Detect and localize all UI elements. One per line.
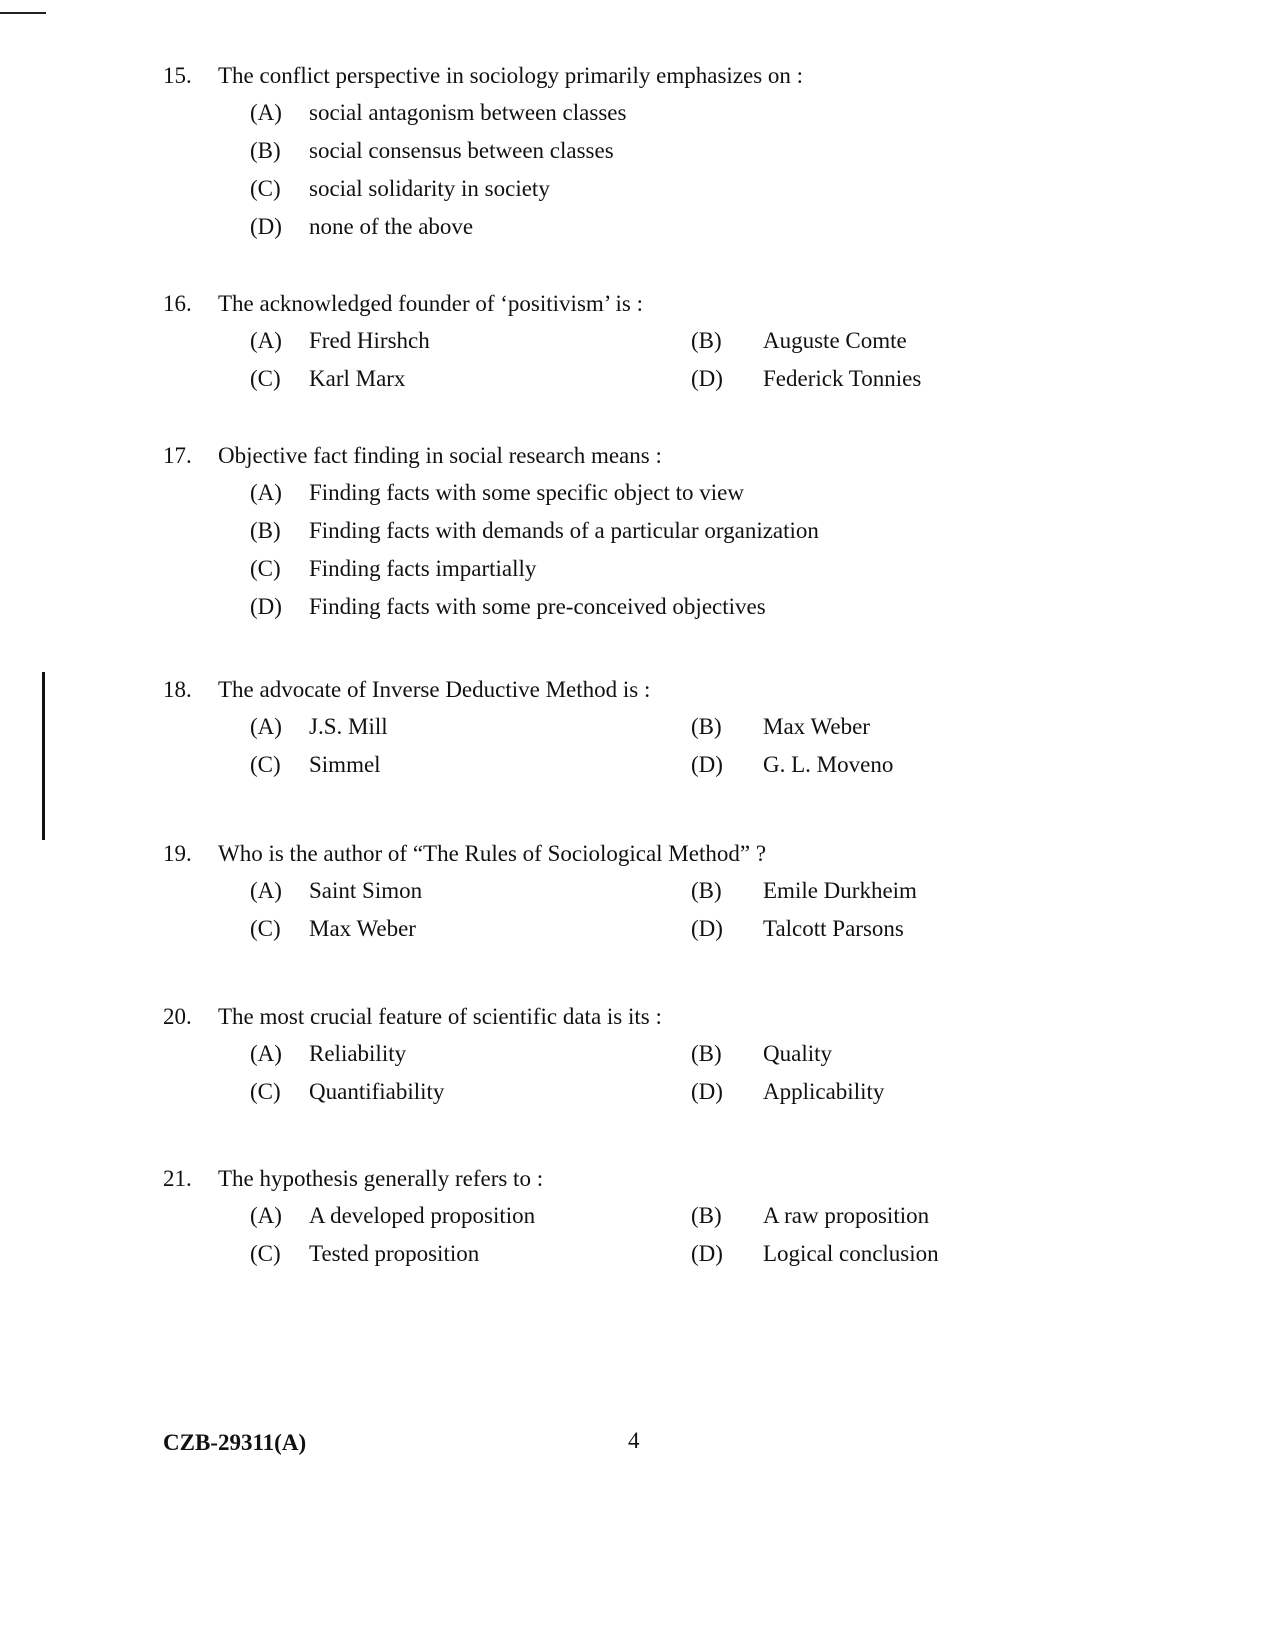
option-row [0, 588, 1275, 626]
paper-code: CZB-29311(A) [163, 1430, 307, 1455]
question-text: The most crucial feature of scientific data is its : [218, 1004, 662, 1029]
question-stem [0, 999, 1275, 1035]
option-key: (A) [250, 480, 282, 505]
option-key: (A) [250, 714, 282, 739]
option-text: Saint Simon [309, 878, 423, 903]
option-key: (A) [250, 1203, 282, 1228]
option-row [0, 1235, 1275, 1273]
option-key: (D) [691, 916, 723, 941]
question-number: 18. [163, 677, 192, 702]
question-number: 15. [163, 63, 192, 88]
option-key: (C) [250, 1079, 281, 1104]
option-key: (B) [250, 518, 281, 543]
option-text: Tested proposition [309, 1241, 480, 1266]
option-text: Max Weber [763, 714, 870, 739]
option-text: Finding facts with demands of a particular organization [309, 518, 819, 543]
question-20 [0, 999, 1275, 1111]
option-key: (A) [250, 328, 282, 353]
question-stem [0, 1161, 1275, 1197]
question-number: 16. [163, 291, 192, 316]
option-row [0, 170, 1275, 208]
question-number: 19. [163, 841, 192, 866]
option-text: Emile Durkheim [763, 878, 917, 903]
option-key: (A) [250, 100, 282, 125]
option-text: Talcott Parsons [763, 916, 904, 941]
question-number: 20. [163, 1004, 192, 1029]
option-key: (C) [250, 366, 281, 391]
question-text: The conflict perspective in sociology primarily emphasizes on : [218, 63, 804, 88]
question-stem [0, 672, 1275, 708]
question-17 [0, 438, 1275, 626]
option-row [0, 910, 1275, 948]
option-key: (C) [250, 752, 281, 777]
question-21 [0, 1161, 1275, 1273]
question-stem [0, 836, 1275, 872]
option-key: (C) [250, 556, 281, 581]
option-text: Finding facts with some specific object to view [309, 480, 744, 505]
option-row [0, 208, 1275, 246]
question-text: Objective fact finding in social research means : [218, 443, 662, 468]
option-row [0, 1035, 1275, 1073]
option-key: (B) [250, 138, 281, 163]
option-row [0, 94, 1275, 132]
question-stem [0, 58, 1275, 94]
question-stem [0, 286, 1275, 322]
option-text: Quality [763, 1041, 832, 1066]
option-text: Applicability [763, 1079, 885, 1104]
question-16 [0, 286, 1275, 398]
option-key: (A) [250, 878, 282, 903]
option-row [0, 550, 1275, 588]
option-key: (A) [250, 1041, 282, 1066]
question-18 [0, 672, 1275, 784]
option-text: Auguste Comte [763, 328, 907, 353]
question-stem [0, 438, 1275, 474]
option-text: social consensus between classes [309, 138, 614, 163]
question-text: The hypothesis generally refers to : [218, 1166, 544, 1191]
option-row [0, 708, 1275, 746]
option-text: Max Weber [309, 916, 416, 941]
option-row [0, 132, 1275, 170]
option-row [0, 360, 1275, 398]
option-text: social solidarity in society [309, 176, 550, 201]
question-number: 21. [163, 1166, 192, 1191]
option-text: social antagonism between classes [309, 100, 627, 125]
option-key: (D) [691, 1079, 723, 1104]
option-key: (B) [691, 1041, 722, 1066]
option-key: (B) [691, 328, 722, 353]
option-text: A developed proposition [309, 1203, 536, 1228]
option-text: Fred Hirshch [309, 328, 430, 353]
question-text: The advocate of Inverse Deductive Method is : [218, 677, 651, 702]
option-key: (B) [691, 878, 722, 903]
option-row [0, 1073, 1275, 1111]
question-text: Who is the author of “The Rules of Sociological Method” ? [218, 841, 767, 866]
option-key: (D) [250, 594, 282, 619]
option-key: (C) [250, 916, 281, 941]
option-text: none of the above [309, 214, 474, 239]
option-key: (D) [691, 366, 723, 391]
option-key: (D) [691, 752, 723, 777]
option-key: (D) [691, 1241, 723, 1266]
question-15 [0, 58, 1275, 246]
page-number: 4 [628, 1428, 640, 1453]
question-number: 17. [163, 443, 192, 468]
option-text: Karl Marx [309, 366, 406, 391]
option-text: Simmel [309, 752, 381, 777]
option-text: Reliability [309, 1041, 407, 1066]
option-text: Finding facts with some pre-conceived objectives [309, 594, 766, 619]
option-text: Federick Tonnies [763, 366, 922, 391]
option-text: J.S. Mill [309, 714, 388, 739]
option-text: Quantifiability [309, 1079, 445, 1104]
option-key: (B) [691, 714, 722, 739]
option-text: Finding facts impartially [309, 556, 537, 581]
option-text: G. L. Moveno [763, 752, 894, 777]
option-row [0, 474, 1275, 512]
option-text: A raw proposition [763, 1203, 930, 1228]
option-key: (B) [691, 1203, 722, 1228]
option-key: (C) [250, 176, 281, 201]
option-row [0, 1197, 1275, 1235]
question-19 [0, 836, 1275, 948]
option-row [0, 322, 1275, 360]
option-row [0, 746, 1275, 784]
option-row [0, 512, 1275, 550]
option-row [0, 872, 1275, 910]
option-key: (D) [250, 214, 282, 239]
corner-mark [0, 12, 46, 14]
option-key: (C) [250, 1241, 281, 1266]
question-text: The acknowledged founder of ‘positivism’ is : [218, 291, 643, 316]
option-text: Logical conclusion [763, 1241, 939, 1266]
